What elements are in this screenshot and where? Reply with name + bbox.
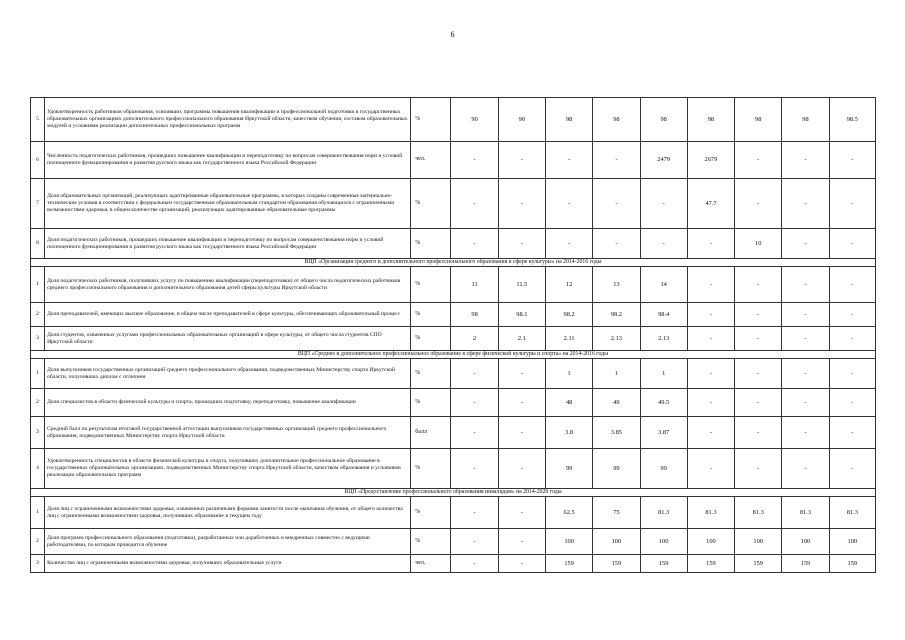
value-cell: 159 (687, 555, 734, 573)
value-cell: - (498, 449, 545, 489)
row-number: 5 (31, 98, 45, 142)
unit-cell: % (411, 497, 451, 529)
value-cell: - (829, 179, 875, 229)
value-cell: - (451, 555, 498, 573)
unit-cell: чел. (411, 555, 451, 573)
table-row (31, 327, 876, 351)
value-cell: - (451, 179, 498, 229)
unit-cell: % (411, 529, 451, 555)
value-cell: - (782, 449, 829, 489)
value-cell: 98 (687, 98, 734, 142)
indicator-name: Доля специалистов в области физической культуры и спорта, прошедших подготовку, переподготовку, повышение квалификации (45, 389, 411, 417)
table-row (31, 449, 876, 489)
value-cell: - (640, 229, 687, 259)
value-cell: - (687, 417, 734, 449)
value-cell: - (451, 417, 498, 449)
indicator-name: Доля лиц с ограниченными возможностями здоровья, охваченных различными формами занятости после окончания обучения, от общего количества лиц с ограниченными возможностями здоровья, получивших образование в текущем году (45, 497, 411, 529)
value-cell: - (451, 497, 498, 529)
value-cell: - (593, 142, 640, 179)
value-cell: 98 (640, 98, 687, 142)
value-cell: 100 (593, 529, 640, 555)
value-cell: - (498, 497, 545, 529)
value-cell: 81.3 (782, 497, 829, 529)
value-cell: - (829, 359, 875, 389)
value-cell: - (451, 142, 498, 179)
value-cell: 2.13 (640, 327, 687, 351)
indicators-table-body (31, 98, 876, 573)
value-cell: 2679 (687, 142, 734, 179)
value-cell: - (546, 142, 593, 179)
value-cell: 98.2 (593, 303, 640, 327)
value-cell: - (782, 359, 829, 389)
value-cell: - (782, 303, 829, 327)
value-cell: 49.5 (640, 389, 687, 417)
value-cell: 1 (640, 359, 687, 389)
value-cell: 98.2 (546, 303, 593, 327)
value-cell: 159 (593, 555, 640, 573)
value-cell: 159 (640, 555, 687, 573)
value-cell: - (687, 449, 734, 489)
value-cell: 2.1 (498, 327, 545, 351)
unit-cell: % (411, 303, 451, 327)
value-cell: 11.5 (498, 267, 545, 303)
value-cell: 1 (593, 359, 640, 389)
table-row (31, 529, 876, 555)
value-cell: 98.5 (829, 98, 875, 142)
value-cell: - (498, 389, 545, 417)
value-cell: 100 (782, 529, 829, 555)
value-cell: 75 (593, 497, 640, 529)
indicator-name: Доля педагогических работников, прошедших повышение квалификации и переподготовку по вопросам совершенствования норм и условий полноценного функционирования и развития русского языка как государственного языка Российской Федерации (45, 229, 411, 259)
indicator-name: Доля выпускников государственных организаций среднего профессионального образования, подведомственных Министерству спорта Иркутской области, получивших диплом с отличием (45, 359, 411, 389)
value-cell: - (498, 229, 545, 259)
value-cell: - (735, 389, 782, 417)
value-cell: - (782, 179, 829, 229)
value-cell: - (829, 142, 875, 179)
unit-cell: % (411, 449, 451, 489)
value-cell: - (735, 142, 782, 179)
value-cell: 159 (735, 555, 782, 573)
row-number: 1 (31, 267, 45, 303)
value-cell: - (451, 359, 498, 389)
value-cell: 90 (451, 98, 498, 142)
value-cell: 81.3 (735, 497, 782, 529)
value-cell: 62.5 (546, 497, 593, 529)
value-cell: 159 (829, 555, 875, 573)
value-cell: 48 (546, 389, 593, 417)
value-cell: - (498, 179, 545, 229)
row-number: 3 (31, 555, 45, 573)
value-cell: 99 (593, 449, 640, 489)
value-cell: 49 (593, 389, 640, 417)
unit-cell: % (411, 229, 451, 259)
unit-cell: % (411, 98, 451, 142)
value-cell: - (782, 389, 829, 417)
indicator-name: Доля педагогических работников, получивших услугу по повышению квалификации (переподготовки) от общего числа педагогических работников среднего профессионального образования и дополнительного образования детей сферы культуры Иркутской области (45, 267, 411, 303)
value-cell: - (451, 449, 498, 489)
table-row (31, 303, 876, 327)
value-cell: 159 (782, 555, 829, 573)
row-number: 8 (31, 229, 45, 259)
indicator-name: Удовлетворенность работников образования, освоивших программы повышения квалификации и профессиональной подготовки в государственных образовательных организациях дополнительного профессионального образования Иркутской области, качеством обучения, составом образовательных модулей и условиями реализации дополнительных профессиональных программ (45, 98, 411, 142)
value-cell: - (546, 179, 593, 229)
row-number: 4 (31, 449, 45, 489)
value-cell: 12 (546, 267, 593, 303)
value-cell: - (782, 229, 829, 259)
indicator-name: Доля студентов, охваченных услугами профессиональных образовательных организаций в сфере культуры, от общего числа студентов СПО Иркутской области (45, 327, 411, 351)
table-row (31, 555, 876, 573)
value-cell: 81.3 (829, 497, 875, 529)
value-cell: 11 (451, 267, 498, 303)
table-row (31, 267, 876, 303)
value-cell: 81.3 (640, 497, 687, 529)
value-cell: 98.1 (498, 303, 545, 327)
table-row (31, 497, 876, 529)
value-cell: - (640, 179, 687, 229)
value-cell: - (687, 267, 734, 303)
value-cell: - (687, 327, 734, 351)
row-number: 6 (31, 142, 45, 179)
value-cell: - (735, 179, 782, 229)
row-number: 2 (31, 529, 45, 555)
table-row (31, 229, 876, 259)
indicator-name: Средний балл по результатам итоговой государственной аттестации выпускников государственных организаций среднего профессионального образования, подведомственных Министерству спорта Иркутской области (45, 417, 411, 449)
row-number: 3 (31, 417, 45, 449)
row-number: 2 (31, 303, 45, 327)
value-cell: - (735, 267, 782, 303)
row-number: 2 (31, 389, 45, 417)
value-cell: 3.87 (640, 417, 687, 449)
unit-cell: % (411, 359, 451, 389)
value-cell: - (451, 389, 498, 417)
row-number: 7 (31, 179, 45, 229)
value-cell: 100 (687, 529, 734, 555)
value-cell: - (687, 359, 734, 389)
indicator-name: Доля образовательных организаций, реализующих адаптированные образовательные программы, в которых созданы современные материально-технические условия в соответствии с федеральным государственным образовательным стандартом образования обучающихся с ограниченными возможностями здоровья, в общем количестве организаций, реализующих адаптированные образовательные программы (45, 179, 411, 229)
value-cell: 98 (451, 303, 498, 327)
value-cell: 10 (735, 229, 782, 259)
value-cell: - (829, 389, 875, 417)
value-cell: 13 (593, 267, 640, 303)
value-cell: 1 (546, 359, 593, 389)
value-cell: 98 (593, 98, 640, 142)
value-cell: 98 (546, 98, 593, 142)
value-cell: - (498, 359, 545, 389)
value-cell: - (829, 303, 875, 327)
section-title: ВЦП «Организация среднего и дополнительного профессионального образования в сфере культуры» на 2014-2016 годы (31, 259, 876, 267)
value-cell: - (451, 229, 498, 259)
value-cell: 2 (451, 327, 498, 351)
unit-cell: чел. (411, 142, 451, 179)
value-cell: 99 (640, 449, 687, 489)
value-cell: 3.85 (593, 417, 640, 449)
indicator-name: Доля преподавателей, имеющих высшее образование, в общем числе преподавателей в сфере культуры, обеспечивающих образовательный процесс (45, 303, 411, 327)
value-cell: 47.7 (687, 179, 734, 229)
table-row (31, 98, 876, 142)
value-cell: - (498, 529, 545, 555)
value-cell: 98 (735, 98, 782, 142)
value-cell: - (498, 142, 545, 179)
value-cell: 2.13 (593, 327, 640, 351)
table-row (31, 179, 876, 229)
value-cell: - (498, 555, 545, 573)
section-header-row (31, 489, 876, 497)
value-cell: - (829, 449, 875, 489)
value-cell: - (687, 389, 734, 417)
value-cell: - (829, 327, 875, 351)
indicator-name: Доля программ профессионального образования (подготовки), разработанных или доработанных и внедренных совместно с ведущими работодателями, по которым проводится обучение (45, 529, 411, 555)
table-row (31, 142, 876, 179)
section-header-row (31, 259, 876, 267)
value-cell: - (829, 267, 875, 303)
table-row (31, 417, 876, 449)
value-cell: 3.8 (546, 417, 593, 449)
value-cell: 14 (640, 267, 687, 303)
value-cell: - (451, 529, 498, 555)
value-cell: - (687, 303, 734, 327)
value-cell: 100 (829, 529, 875, 555)
value-cell: - (593, 229, 640, 259)
indicators-table (30, 97, 876, 573)
value-cell: 90 (498, 98, 545, 142)
value-cell: 2.11 (546, 327, 593, 351)
value-cell: - (782, 142, 829, 179)
table-row (31, 359, 876, 389)
section-title: ВЦП «Предоставление профессионального образования инвалидам» на 2014-2020 годы (31, 489, 876, 497)
value-cell: - (735, 359, 782, 389)
indicator-name: Количество лиц с ограниченными возможностями здоровья, получивших образовательные услуги (45, 555, 411, 573)
value-cell: - (829, 229, 875, 259)
unit-cell: % (411, 389, 451, 417)
value-cell: - (782, 267, 829, 303)
value-cell: - (498, 417, 545, 449)
value-cell: - (593, 179, 640, 229)
value-cell: 99 (546, 449, 593, 489)
value-cell: 100 (640, 529, 687, 555)
section-header-row (31, 351, 876, 359)
value-cell: 159 (546, 555, 593, 573)
indicator-name: Удовлетворенность специалистов в области физической культуры и спорта, получивших дополнительное профессиональное образование в государственных образовательных организациях, подведомственных Министерству спорта Иркутской области, качеством образования и условиями реализации образовательных программ (45, 449, 411, 489)
value-cell: 98.4 (640, 303, 687, 327)
value-cell: - (735, 417, 782, 449)
row-number: 1 (31, 359, 45, 389)
unit-cell: % (411, 327, 451, 351)
value-cell: - (546, 229, 593, 259)
value-cell: - (829, 417, 875, 449)
value-cell: - (782, 417, 829, 449)
value-cell: 81.3 (687, 497, 734, 529)
indicator-name: Численность педагогических работников, прошедших повышение квалификации и переподготовку по вопросам совершенствования норм и условий полноценного функционирования и развития русского языка как государственного языка Российской Федерации (45, 142, 411, 179)
value-cell: 2479 (640, 142, 687, 179)
unit-cell: балл (411, 417, 451, 449)
value-cell: - (687, 229, 734, 259)
table-row (31, 389, 876, 417)
row-number: 3 (31, 327, 45, 351)
value-cell: 100 (546, 529, 593, 555)
value-cell: 100 (735, 529, 782, 555)
page-number: 6 (450, 30, 455, 39)
value-cell: - (782, 327, 829, 351)
value-cell: - (735, 327, 782, 351)
value-cell: - (735, 303, 782, 327)
row-number: 1 (31, 497, 45, 529)
unit-cell: % (411, 267, 451, 303)
value-cell: - (735, 449, 782, 489)
unit-cell: % (411, 179, 451, 229)
section-title: ВЦП «Среднее и дополнительное профессиональное образование в сфере физической культуры и спорта» на 2014-2016 годы (31, 351, 876, 359)
value-cell: 98 (782, 98, 829, 142)
